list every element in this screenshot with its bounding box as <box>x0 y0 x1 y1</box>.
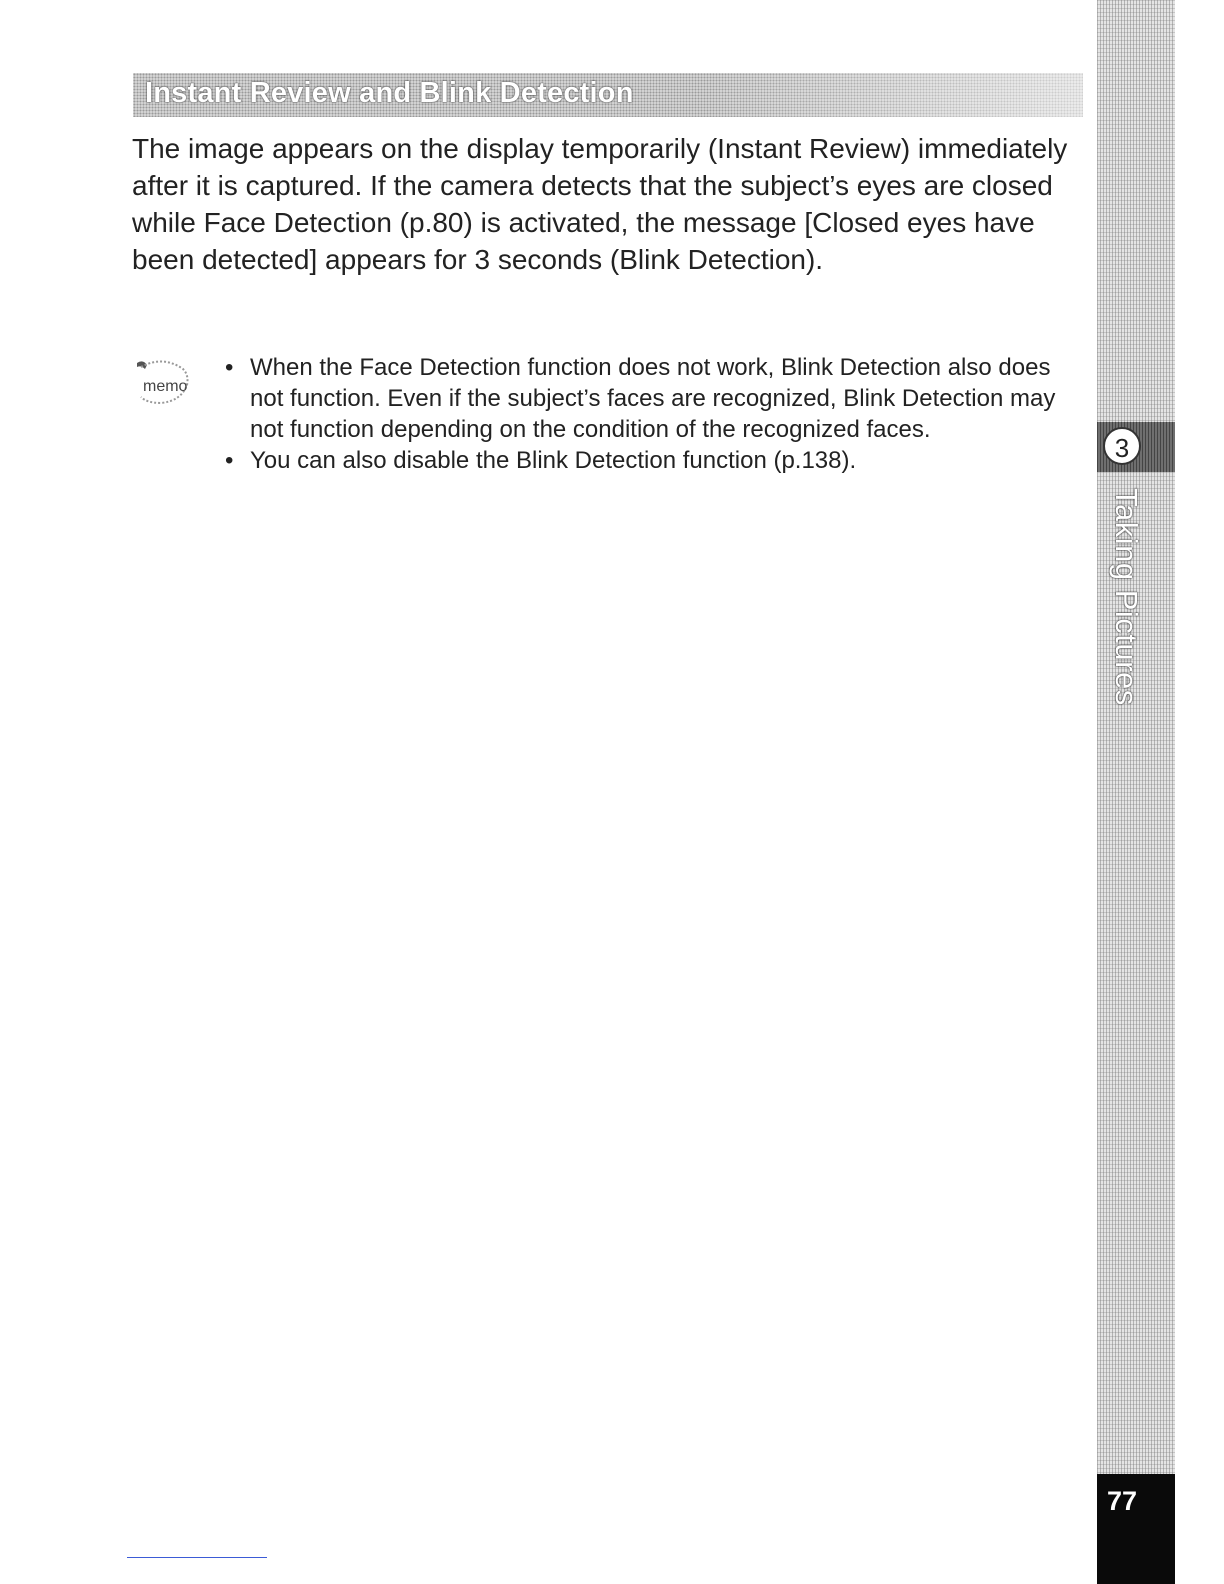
list-item <box>223 445 1083 476</box>
memo-block <box>133 352 1083 512</box>
body-paragraph: The image appears on the display temporarily (Instant Review) immediately after it is captured. If the camera detects that the subject’s eyes are closed while Face Detection (p.80) is activated, the message [Closed eyes have been detected] appears for 3 seconds (Blink Detection). <box>132 133 1068 275</box>
memo-list <box>223 352 1083 476</box>
chapter-number: 3 <box>1103 427 1141 465</box>
page-number: 77 <box>1107 1486 1138 1516</box>
section-title: Instant Review and Blink Detection <box>145 77 634 109</box>
chapter-title: Taking Pictures <box>1109 488 1144 706</box>
list-item <box>223 352 1083 445</box>
bullet: • <box>225 354 234 381</box>
memo-icon <box>133 357 195 409</box>
memo-icon-label: memo <box>143 378 188 395</box>
memo-item-text: When the Face Detection function does not work, Blink Detection also does not function. Even if the subject’s faces are recognized, Blink Detection may not function depending on the condition of the recognized faces. <box>250 354 1056 443</box>
footnote-rule <box>127 1557 267 1558</box>
bullet: • <box>225 447 234 474</box>
chapter-side-tab <box>1097 0 1175 1584</box>
memo-item-text: You can also disable the Blink Detection function (p.138). <box>250 447 857 474</box>
section-heading-bar <box>133 73 1083 117</box>
